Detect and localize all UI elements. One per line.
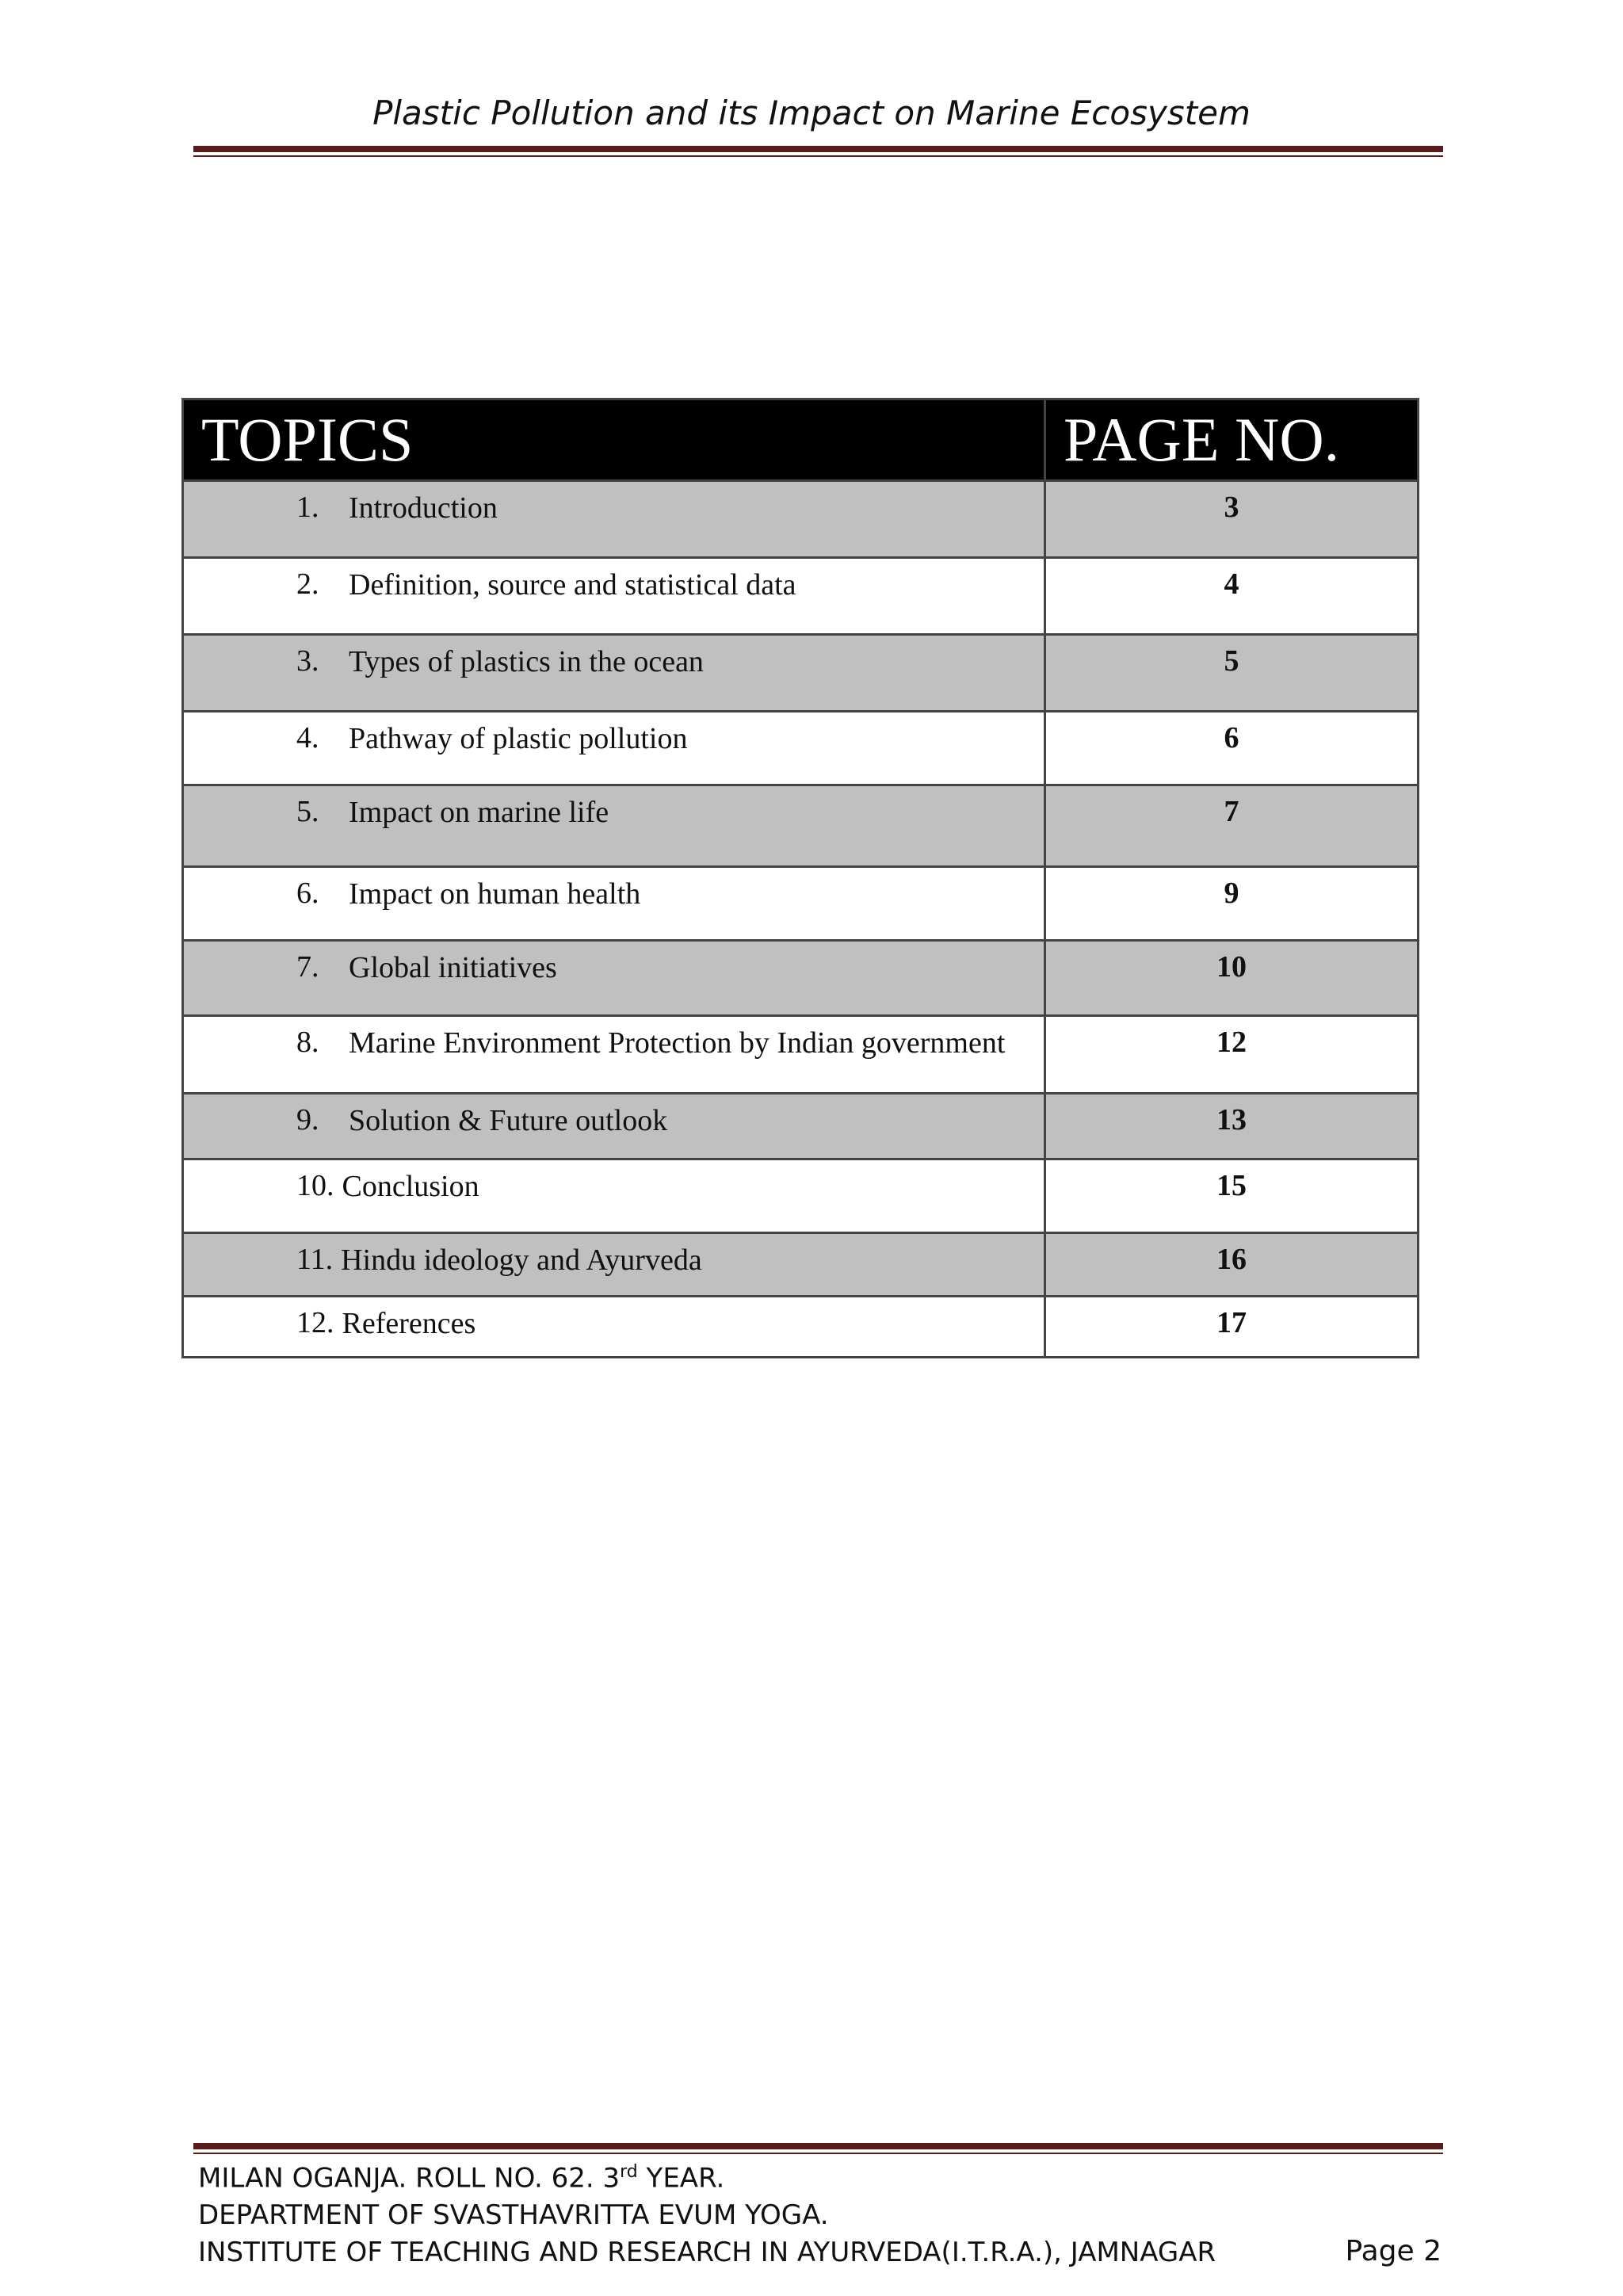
page-number-label: Page 2: [1345, 2235, 1442, 2267]
toc-row: [183, 785, 1419, 867]
toc-page-number: 9: [1045, 867, 1419, 941]
header-rule-thick: [193, 146, 1443, 152]
header-rule-thin: [193, 155, 1443, 157]
footer-author-text: MILAN OGANJA. ROLL NO. 62. 3: [198, 2162, 621, 2195]
footer-year-text: YEAR.: [637, 2162, 725, 2195]
toc-row: [183, 1159, 1419, 1233]
toc-page-number: 16: [1045, 1233, 1419, 1297]
toc-page-number: 15: [1045, 1159, 1419, 1233]
toc-item-number: 11.: [296, 1243, 334, 1276]
table-of-contents: [181, 398, 1419, 1358]
toc-item-title: Marine Environment Protection by Indian government: [349, 1026, 1006, 1060]
toc-topic-cell: [183, 1016, 1045, 1094]
toc-item-title: Definition, source and statistical data: [349, 568, 796, 602]
toc-row: [183, 1233, 1419, 1297]
toc-item-number: 12.: [296, 1306, 334, 1339]
toc-item-number: 5.: [296, 795, 319, 828]
toc-item-title: Conclusion: [342, 1170, 479, 1203]
toc-page-number: 13: [1045, 1094, 1419, 1159]
footer-rule-thick: [193, 2143, 1443, 2149]
toc-topic-cell: [183, 785, 1045, 867]
toc-item-number: 3.: [296, 644, 319, 678]
toc-item-title: Introduction: [349, 491, 498, 525]
toc-item-title: Impact on marine life: [349, 796, 609, 829]
toc-page-number: 10: [1045, 941, 1419, 1016]
footer-ordinal-suffix: rd: [620, 2162, 638, 2182]
toc-topic-cell: [183, 1094, 1045, 1159]
toc-row: [183, 635, 1419, 712]
toc-page-number: 5: [1045, 635, 1419, 712]
toc-row: [183, 481, 1419, 558]
toc-topic-cell: [183, 867, 1045, 941]
toc-item-number: 10.: [296, 1169, 334, 1202]
toc-row: [183, 941, 1419, 1016]
toc-item-number: 7.: [296, 950, 319, 984]
toc-topic-cell: [183, 941, 1045, 1016]
toc-page-number: 7: [1045, 785, 1419, 867]
toc-header-row: [183, 399, 1419, 481]
toc-item-number: 9.: [296, 1103, 319, 1137]
toc-page-number: 4: [1045, 558, 1419, 635]
toc-row: [183, 1094, 1419, 1159]
toc-topic-cell: [183, 635, 1045, 712]
toc-row: [183, 712, 1419, 785]
toc-topic-cell: [183, 558, 1045, 635]
toc-topic-cell: [183, 1233, 1045, 1297]
toc-row: [183, 1297, 1419, 1358]
toc-topic-cell: [183, 1159, 1045, 1233]
toc-page-number: 3: [1045, 481, 1419, 558]
toc-topic-cell: [183, 712, 1045, 785]
toc-row: [183, 867, 1419, 941]
toc-row: [183, 1016, 1419, 1094]
toc-row: [183, 558, 1419, 635]
footer-author-line: [198, 2162, 724, 2194]
toc-topic-cell: [183, 481, 1045, 558]
footer-institute-line: INSTITUTE OF TEACHING AND RESEARCH IN AYURVEDA(I.T.R.A.), JAMNAGAR: [198, 2237, 1216, 2268]
toc-item-number: 4.: [296, 721, 319, 755]
toc-item-number: 6.: [296, 877, 319, 910]
toc-item-title: Impact on human health: [349, 877, 641, 911]
toc-item-number: 1.: [296, 491, 319, 524]
toc-item-title: References: [342, 1307, 476, 1340]
toc-topic-cell: [183, 1297, 1045, 1358]
toc-item-title: Types of plastics in the ocean: [349, 645, 704, 678]
toc-item-title: Pathway of plastic pollution: [349, 722, 688, 755]
toc-page-number: 6: [1045, 712, 1419, 785]
toc-item-number: 8.: [296, 1026, 319, 1059]
toc-item-title: Hindu ideology and Ayurveda: [341, 1244, 702, 1277]
toc-item-title: Global initiatives: [349, 951, 557, 984]
toc-page-number: 17: [1045, 1297, 1419, 1358]
toc-header-page-no: PAGE NO.: [1045, 399, 1419, 481]
toc-page-number: 12: [1045, 1016, 1419, 1094]
toc-header-topics: TOPICS: [183, 399, 1045, 481]
toc-item-title: Solution & Future outlook: [349, 1104, 668, 1137]
footer-rule-thin: [193, 2153, 1443, 2154]
running-header-title: Plastic Pollution and its Impact on Marine Ecosystem: [372, 94, 1251, 132]
toc-item-number: 2.: [296, 567, 319, 601]
footer-department-line: DEPARTMENT OF SVASTHAVRITTA EVUM YOGA.: [198, 2199, 829, 2231]
